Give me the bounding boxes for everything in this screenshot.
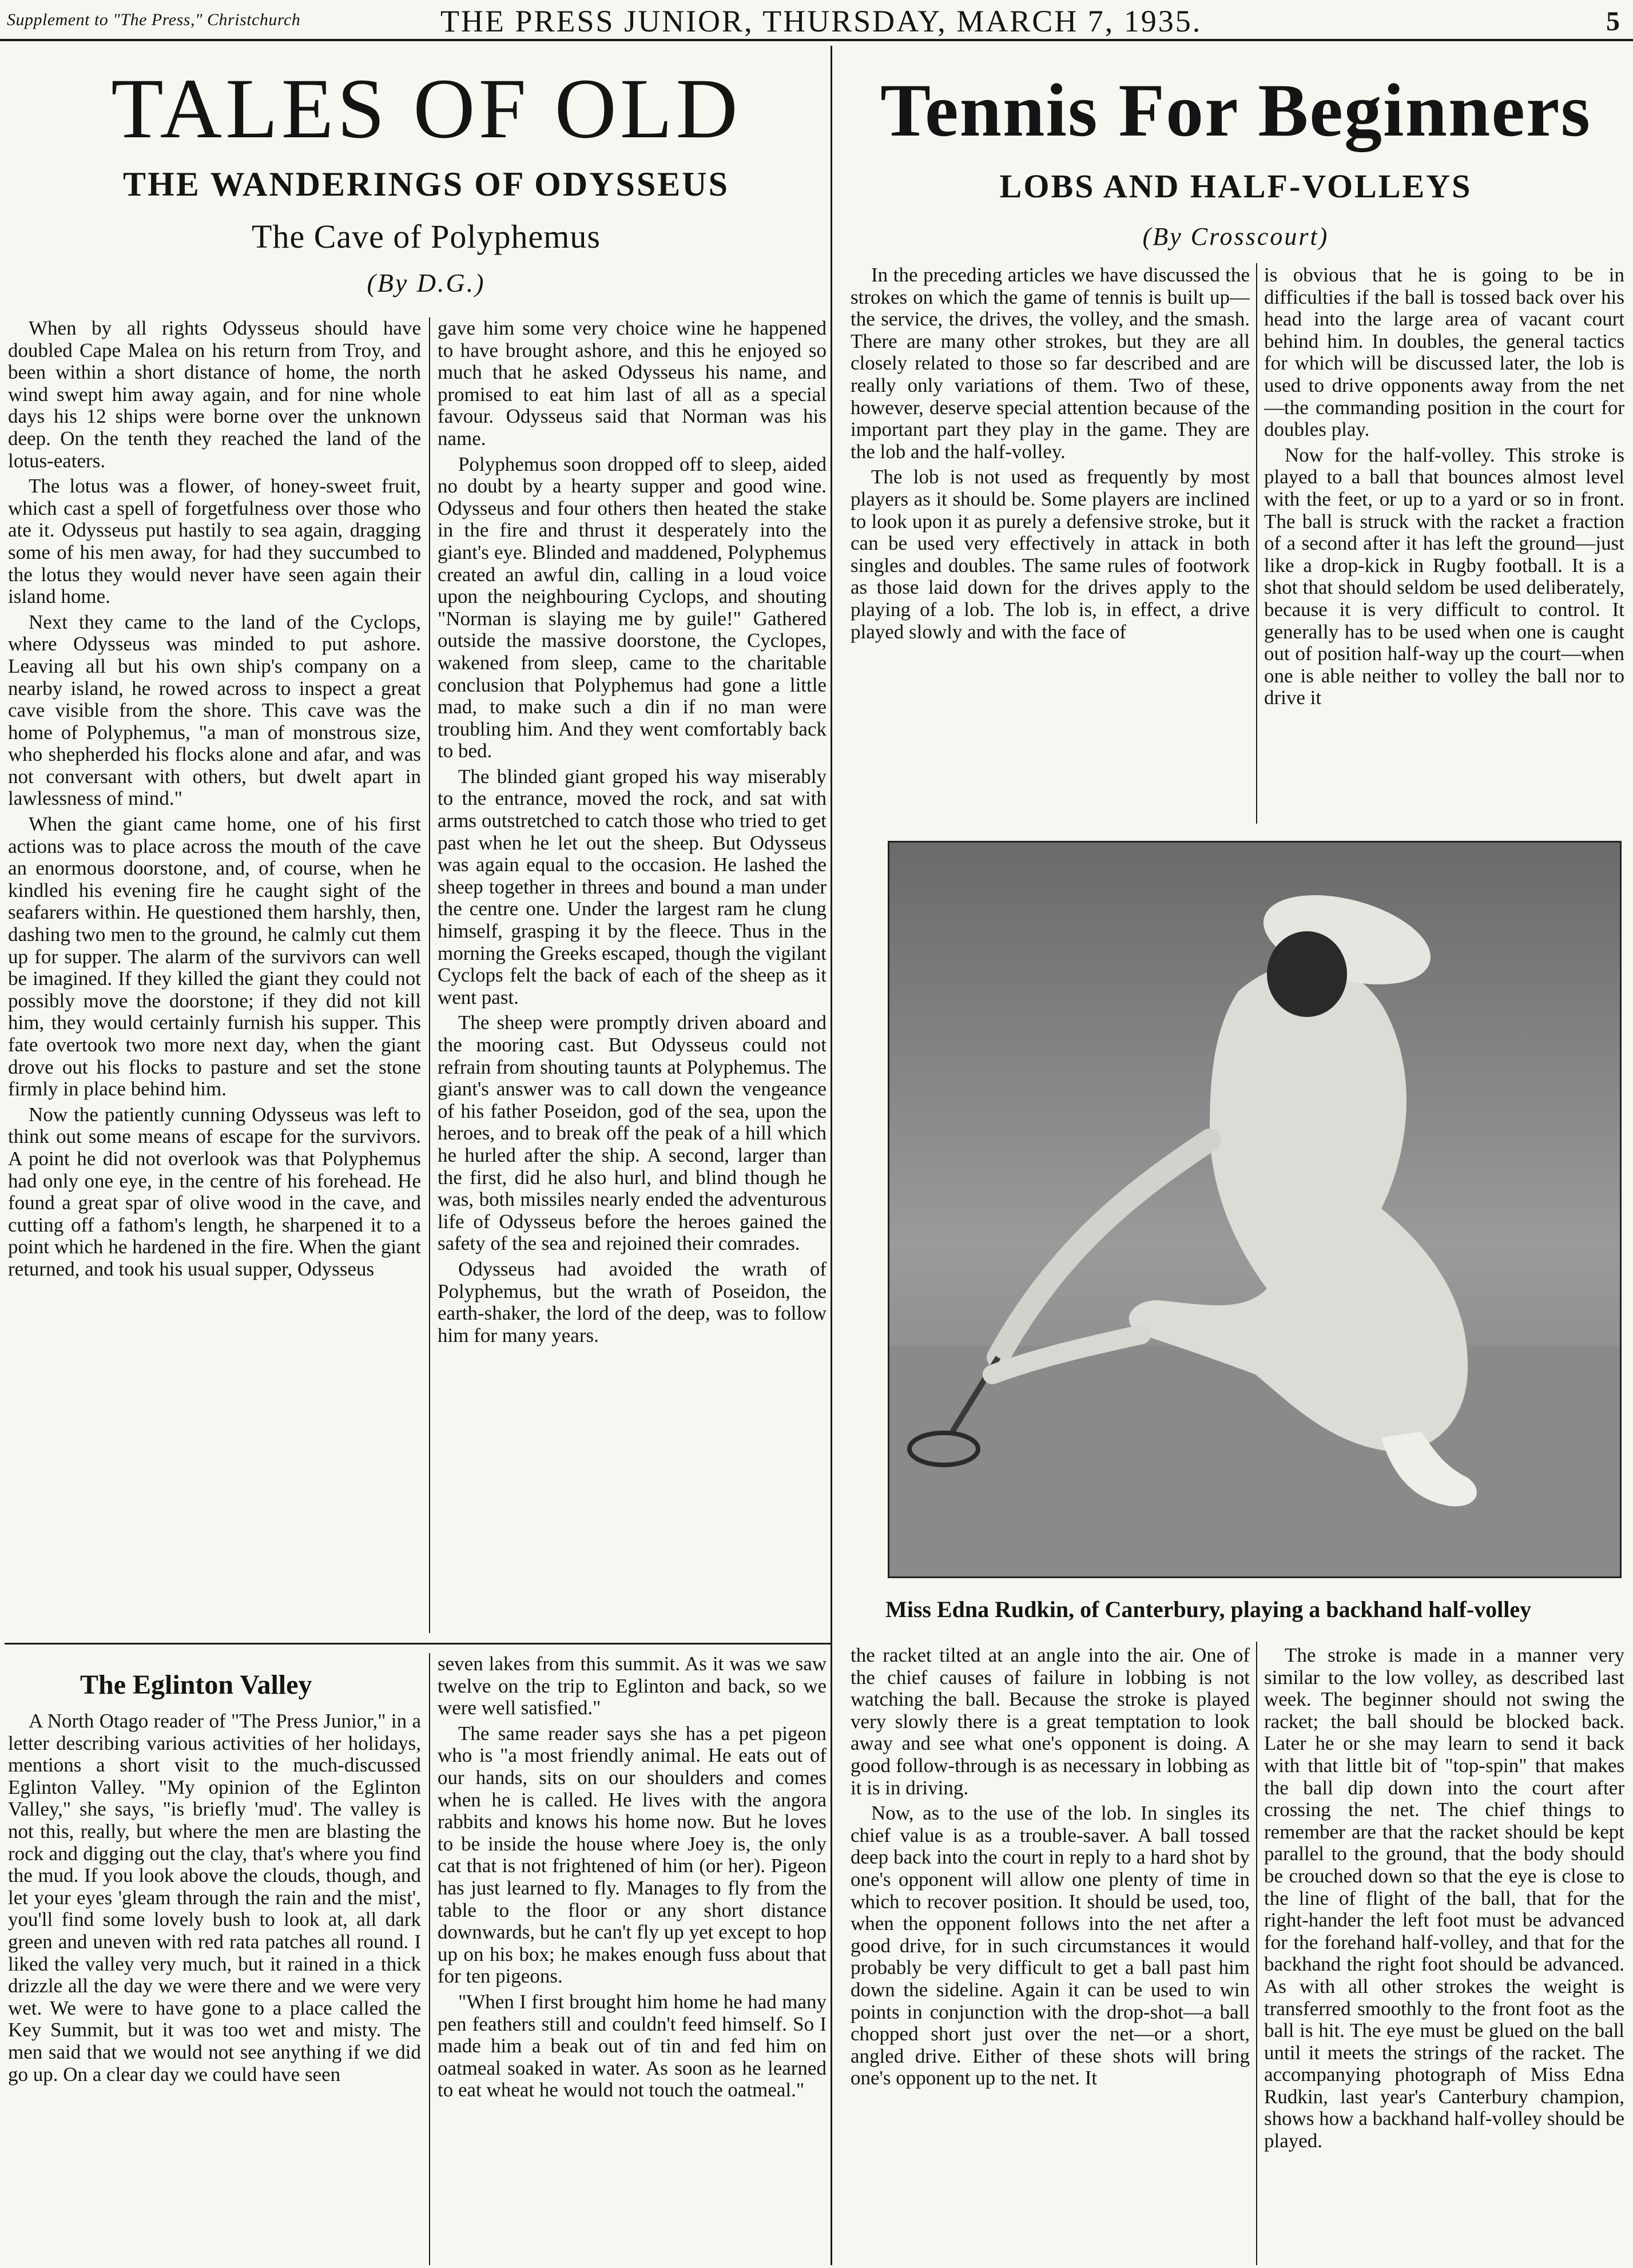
tennis-column-1-top — [851, 264, 1250, 828]
page-number: 5 — [1606, 6, 1620, 37]
paragraph: The blinded giant groped his way miserably to the entrance, moved the rock, and sat with arms outstretched to catch those who tried to get past when he let out the sheep. But Odysseus was again equal to the occasion. He lashed the sheep together in threes and bound a man under the centre one. Under the largest ram he clung himself, grasping it by the fleece. Thus in the morning the Greeks escaped, though the vigilant Cyclops felt the back of each of the sheep as it went past. — [438, 765, 827, 1008]
paragraph: The same reader says she has a pet pigeon who is "a most friendly animal. He eats out of our hands, sits on our shoulders and comes when he is called. He lives with the angora rabbits and knows his home now. But he loves to be inside the house where Joey is, the only cat that is not frightened of him (or her). Pigeon has just learned to fly. Manages to fly from the table to the floor or any short distance downwards, but he can't fly up yet except to hop up on his box; he makes enough fuss about that for ten pigeons. — [438, 1722, 827, 1988]
paragraph: Polyphemus soon dropped off to sleep, aided no doubt by a hearty supper and good wine. Odysseus and four others then heated the stake in the fire and thrust it desperately into the giant's eye. Blinded and maddened, Polyphemus created an awful din, calling in a loud voice upon the neighbouring Cyclops, and shouting "Norman is slaying me by guile!" Gathered outside the massive doorstone, the Cyclopes, wakened from sleep, came to the charitable conclusion that Polyphemus had gone a little mad, to make such a din if no man were troubling him. And they went comfortably back to bed. — [438, 452, 827, 762]
tales-subhead: THE WANDERINGS OF ODYSSEUS — [123, 165, 729, 203]
masthead — [0, 0, 1633, 37]
tennis-column-1-bottom — [851, 1645, 1250, 2265]
paragraph: The stroke is made in a manner very similar to the low volley, as described last week. The beginner should not swing the racket; the ball should be blocked back. Later he or she may learn to send it back with that little bit of "top-spin" that makes the ball dip down into the court after crossing the net. The chief things to remember are that the racket should be kept parallel to the ground, that the body should be crouched down so that the eye is close to the line of flight of the ball, that for the right-hander the left foot must be advanced for the forehand half-volley, and that for the backhand the right foot should be advanced. As with all other strokes the weight is transferred smoothly to the front foot as the ball is hit. The eye must be glued on the ball until it meets the strings of the racket. The accompanying photograph of Miss Edna Rudkin, last year's Canterbury champion, shows how a backhand half-volley should be played. — [1264, 1645, 1624, 2152]
paragraph: The lob is not used as frequently by most players as it should be. Some players are inclined to look upon it as purely a defensive stroke, but it can be used very effectively in attack in both singles and doubles. The same rules of footwork as those laid down for the drives apply to the playing of a lob. The lob is, in effect, a drive played slowly and with the face of — [851, 466, 1250, 643]
tales-byline: (By D.G.) — [367, 268, 486, 297]
paragraph: seven lakes from this summit. As it was we saw twelve on the trip to Eglinton and back, so we were well satisfied." — [438, 1653, 827, 1719]
supplement-note: Supplement to "The Press," Christchurch — [7, 10, 301, 29]
eglinton-divider — [5, 1643, 831, 1645]
tales-column-2 — [438, 317, 827, 1636]
paragraph: When the giant came home, one of his first actions was to place across the mouth of the cave an enormous doorstone, and, of course, when he kindled his evening fire he caught sight of the seafarers within. He questioned them harshly, then, dashing two men to the ground, he calmly cut them up for supper. The alarm of the survivors can well be imagined. If they killed the giant they could not possibly move the doorstone; if they did not kill him, they would certainly furnish his supper. This fate overtook two more next day, when the giant drove out his flocks to pasture and set the stone firmly in place behind him. — [8, 813, 421, 1101]
paragraph: is obvious that he is going to be in difficulties if the ball is tossed back over his head into the large area of vacant court behind him. In doubles, the general tactics for which will be discussed later, the lob is used to drive opponents away from the net—the commanding position in the court for doubles play. — [1264, 264, 1624, 441]
tales-headline: TALES OF OLD — [111, 61, 741, 156]
tennis-top-column-rule — [1256, 263, 1257, 824]
tennis-column-2-top — [1264, 264, 1624, 828]
paragraph: Now, as to the use of the lob. In singles its chief value is as a trouble-saver. A ball tossed deep back into the court in reply to a hard shot by one's opponent will allow one plenty of time in which to recover position. It should be used, too, when the opponent follows into the net after a good drive, for in such circumstances it would probably be very difficult to get a ball past him down the sideline. Again it can be used to win points in conjunction with the drop-shot—a ball chopped short just over the net—or a short, angled drive. Either of these shots will bring one's opponent up to the net. It — [851, 1802, 1250, 2090]
paragraph: When by all rights Odysseus should have doubled Cape Malea on his return from Troy, and been within a short distance of home, the north wind swept him away again, and for nine whole days his 12 ships were borne over the unknown deep. On the tenth they reached the land of the lotus-eaters. — [8, 317, 421, 472]
tennis-bottom-column-rule — [1256, 1642, 1257, 2265]
paragraph: The lotus was a flower, of honey-sweet fruit, which cast a spell of forgetfulness over those who ate it. Odysseus put hastily to sea again, dragging some of his men away, for had they succumbed to the lotus they would never have seen again their island home. — [8, 475, 421, 608]
tales-column-rule — [429, 317, 430, 1633]
eglinton-column-rule — [429, 1653, 430, 2265]
tennis-subhead: LOBS AND HALF-VOLLEYS — [999, 168, 1472, 205]
paragraph: gave him some very choice wine he happened to have brought ashore, and this he enjoyed so much that he asked Odysseus his name, and promised to eat him last of all as a special favour. Odysseus said that Norman was his name. — [438, 317, 827, 450]
newspaper-title: THE PRESS JUNIOR, THURSDAY, MARCH 7, 1935. — [440, 4, 1202, 38]
tennis-headline: Tennis For Beginners — [880, 68, 1591, 152]
photo-caption: Miss Edna Rudkin, of Canterbury, playing a backhand half-volley — [885, 1596, 1532, 1622]
paragraph: In the preceding articles we have discussed the strokes on which the game of tennis is built up—the service, the drives, the volley, and the smash. There are many other strokes, but they are all closely related to those so far described and are really only variations of them. Two of these, however, deserve special attention because of the important part they play in the game. They are the lob and the half-volley. — [851, 264, 1250, 463]
tennis-byline: (By Crosscourt) — [1142, 223, 1329, 251]
center-column-rule — [831, 46, 832, 2265]
paragraph: The sheep were promptly driven aboard and the mooring cast. But Odysseus could not refrain from shouting taunts at Polyphemus. The giant's answer was to call down the vengeance of his father Poseidon, god of the sea, upon the heroes, and to break off the peak of a hill which he hurled after the ship. A second, larger than the first, did he also hurl, and blind though he was, both missiles nearly ended the adventurous life of Odysseus before the heroes gained the safety of the sea and rejoined their comrades. — [438, 1011, 827, 1255]
eglinton-column-1 — [8, 1710, 421, 2265]
paragraph: Next they came to the land of the Cyclops, where Odysseus was minded to put ashore. Leaving all but his own ship's company on a nearby island, he rowed across to inspect a great cave visible from the shore. This cave was the home of Polyphemus, "a man of monstrous size, who shepherded his flocks alone and afar, and was not conversant with others, but dwelt apart in lawlessness of mind." — [8, 610, 421, 810]
paragraph: Now the patiently cunning Odysseus was left to think out some means of escape for the survivors. A point he did not overlook was that Polyphemus had only one eye, in the centre of his forehead. He found a great spar of olive wood in the cave, and cutting off a fathom's length, he sharpened it to a point which he hardened in the fire. When the giant returned, and took his usual supper, Odysseus — [8, 1103, 421, 1280]
tales-column-1 — [8, 317, 421, 1636]
tennis-column-2-bottom — [1264, 1645, 1624, 2265]
paragraph: A North Otago reader of "The Press Junior," in a letter describing various activities of her holidays, mentions a short visit to the much-discussed Eglinton Valley. "My opinion of the Eglinton Valley," she says, "is briefly 'mud'. The valley is not this, really, but where the men are blasting the rock and digging out the clay, that's where you find the mud. If you look above the clouds, though, and let your eyes 'gleam through the rain and the mist', you'll find some lovely bush to look at, all dark green and uneven with red rata patches all round. I liked the valley very much, but it rained in a thick drizzle all the day we were there and we were very wet. We were to have gone to a place called the Key Summit, but it was too wet and misty. The men said that we would not see anything if we did go up. On a clear day we could have seen — [8, 1710, 421, 2086]
tales-title: The Cave of Polyphemus — [252, 218, 601, 255]
eglinton-column-2 — [438, 1653, 827, 2265]
paragraph: "When I first brought him home he had many pen feathers still and couldn't feed himself. So I made him a beak out of tin and fed him on oatmeal soaked in water. As soon as he learned to eat wheat he would not touch the oatmeal." — [438, 1990, 827, 2102]
paragraph: Now for the half-volley. This stroke is played to a ball that bounces almost level with the feet, or up to a yard or so in front. The ball is struck with the racket a fraction of a second after it has left the ground—just like a drop-kick in Rugby football. It is a shot that should seldom be used deliberately, because it is very difficult to control. It generally has to be used when one is caught out of position half-way up the court—when one is able neither to volley the ball nor to drive it — [1264, 443, 1624, 709]
paragraph: the racket tilted at an angle into the air. One of the chief causes of failure in lobbing is not watching the ball. Because the stroke is played very slowly there is a great temptation to look away and see what one's opponent is doing. A good follow-through is as necessary in lobbing as it is in driving. — [851, 1645, 1250, 1799]
tennis-player-photo — [888, 841, 1622, 1578]
masthead-rule — [0, 39, 1633, 41]
eglinton-title: The Eglinton Valley — [80, 1670, 312, 1700]
paragraph: Odysseus had avoided the wrath of Polyphemus, but the wrath of Poseidon, the earth-shaker, the lord of the deep, was to follow him for many years. — [438, 1257, 827, 1346]
photo-illustration — [889, 843, 1620, 1576]
